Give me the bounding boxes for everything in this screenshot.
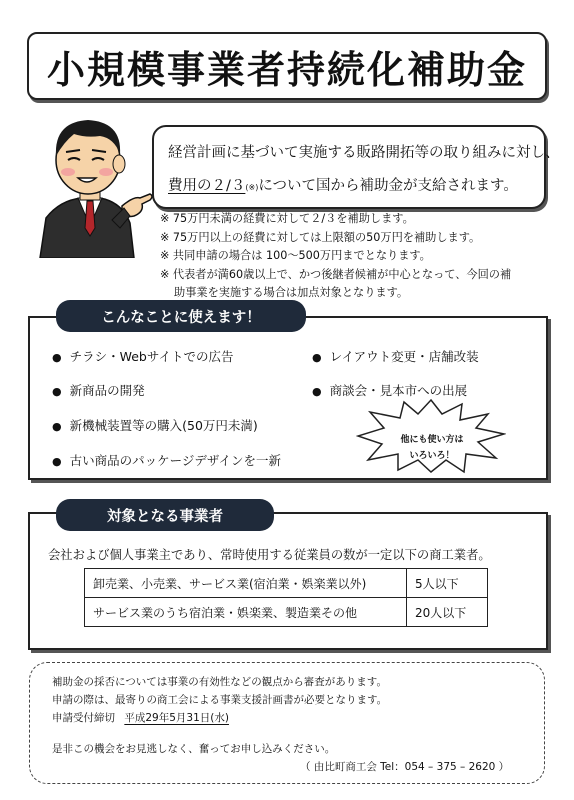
use-item: ● 古い商品のパッケージデザインを一新	[52, 451, 281, 469]
note-mark: (※)	[245, 183, 259, 192]
deadline-value: 平成29年5月31日(水)	[124, 712, 229, 724]
use-item: ● 商談会・見本市への出展	[312, 381, 467, 399]
note-item: 助事業を実施する場合は加点対象となります。	[174, 286, 409, 299]
page-title: 小規模事業者持続化補助金	[46, 47, 527, 92]
use-item: ● チラシ・Webサイトでの広告	[52, 347, 234, 365]
use-item: ● 新機械装置等の購入(50万円未満)	[52, 416, 258, 434]
intro-text: 経営計画に基づいて実施する販路開拓等の取り組みに対し、	[168, 145, 560, 161]
table-cell-count: 20人以下	[407, 598, 488, 627]
notes-list	[160, 210, 560, 303]
table-row	[85, 598, 488, 627]
targets-description: 会社および個人事業主であり、常時使用する従業員の数が一定以下の商工業者。	[48, 548, 491, 562]
deadline-label: 申請受付締切	[52, 712, 115, 724]
starburst-text	[392, 432, 472, 464]
targets-label: 対象となる事業者	[56, 499, 274, 531]
employee-table	[84, 568, 488, 627]
subsidy-ratio: 費用の２/３	[168, 178, 246, 194]
table-cell-count: 5人以下	[407, 569, 488, 598]
starburst-line: いろいろ！	[409, 451, 455, 461]
use-item: ● レイアウト変更・店舗改装	[312, 347, 479, 365]
footer-line: 申請の際は、最寄りの商工会による事業支援計画書が必要となります。	[52, 694, 388, 706]
note-item: ※ 共同申請の場合は 100～500万円までとなります。	[160, 249, 431, 262]
contact-info: （ 由比町商工会 Tel：054 – 375 – 2620 ）	[300, 761, 510, 773]
uses-label: こんなことに使えます！	[56, 300, 306, 332]
intro-box	[152, 125, 560, 209]
businessman-illustration	[30, 108, 155, 258]
starburst-line: 他にも使い方は	[400, 435, 464, 445]
table-cell-type: 卸売業、小売業、サービス業(宿泊業・娯楽業以外)	[85, 569, 407, 598]
subsidy-text: について国から補助金が支給されます。	[258, 178, 518, 194]
footer-line: 是非この機会をお見逃しなく、奮ってお申し込みください。	[52, 743, 336, 755]
note-item: ※ 75万円以上の経費に対しては上限額の50万円を補助します。	[160, 230, 481, 244]
title-box	[27, 32, 547, 100]
intro-subsidy-line	[168, 174, 518, 195]
deadline-line	[52, 710, 229, 725]
use-item: ● 新商品の開発	[52, 381, 145, 399]
table-row	[85, 569, 488, 598]
note-item: ※ 75万円未満の経費に対して２/３を補助します。	[160, 212, 414, 225]
footer-line: 補助金の採否については事業の有効性などの観点から審査があります。	[52, 676, 387, 688]
note-item: ※ 代表者が満60歳以上で、かつ後継者候補が中心となって、今回の補	[160, 267, 512, 281]
table-cell-type: サービス業のうち宿泊業・娯楽業、製造業その他	[85, 598, 407, 627]
